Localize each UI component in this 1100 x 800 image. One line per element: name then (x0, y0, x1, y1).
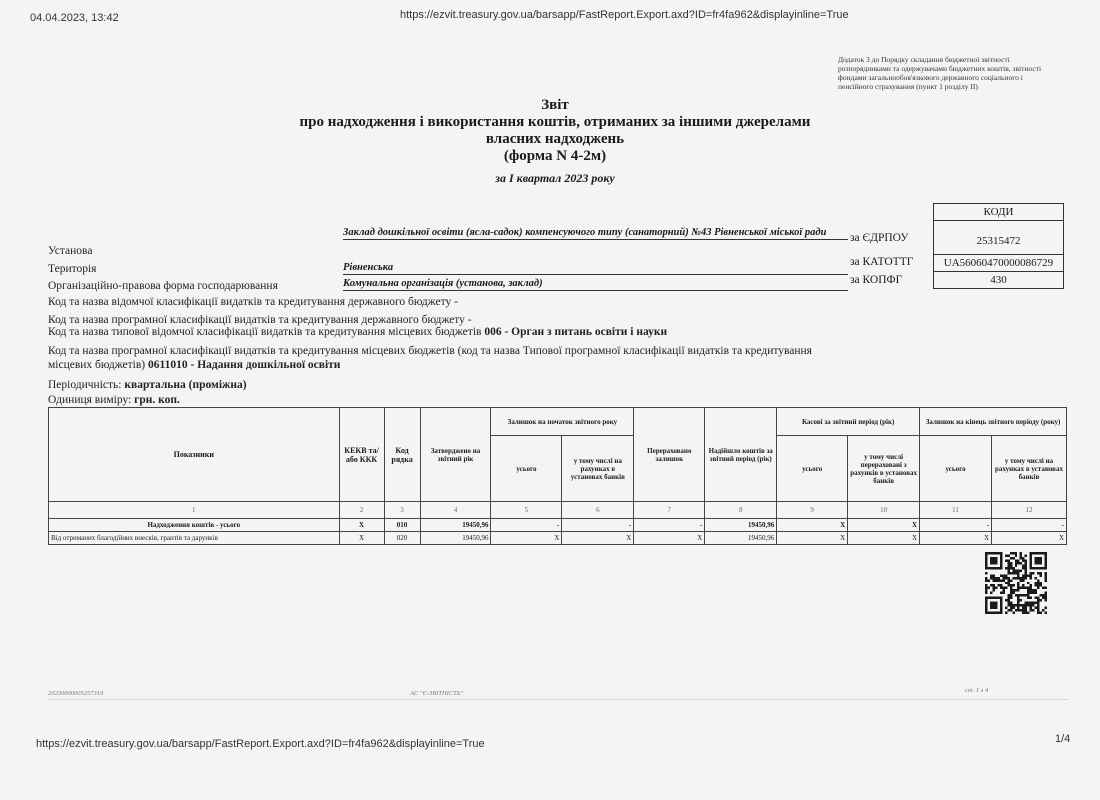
codes-header: КОДИ (933, 203, 1064, 221)
periodicity: Періодичність: квартальна (проміжна) (48, 379, 247, 391)
unit-of-measure: Одиниця виміру: грн. коп. (48, 394, 180, 406)
footer-system: АС "Є-ЗВІТНІСТЬ" (410, 690, 464, 697)
print-page-number: 1/4 (1055, 733, 1071, 745)
col-num: 6 (562, 502, 634, 519)
kopfg-label: за КОПФГ (850, 274, 903, 286)
header-approved: Затверджено на звітний рік (420, 408, 491, 502)
footer-divider (48, 699, 1067, 700)
qr-code (985, 552, 1047, 614)
header-c6-bank: у тому числі на рахунках в установах банків (562, 436, 634, 502)
legal-form-value: Комунальна організація (установа, заклад) (343, 277, 848, 291)
col-num: 2 (339, 502, 384, 519)
typical-dept-classification: Код та назва типової відомчої класифікації видатків та кредитування місцевих бюджетів 006 - Орган з питань освіти і науки (48, 326, 668, 338)
header-c11-total: усього (920, 436, 992, 502)
header-open-balance: Залишок на початок звітного року (491, 408, 634, 436)
institution-label: Установа (48, 245, 93, 257)
table-row: Надходження коштів - усього X 010 19450,96 - - - 19450,96 X X - - (49, 519, 1067, 532)
katottg-code: UA56060470000086729 (933, 255, 1064, 272)
header-c5-total: усього (491, 436, 562, 502)
footer-doc-id: 20230000005257319 (48, 690, 104, 697)
col-num: 5 (491, 502, 562, 519)
table-header-row-1 (49, 408, 1067, 436)
header-code: Код рядка (384, 408, 420, 502)
col-num: 9 (777, 502, 848, 519)
header-received: Надійшло коштів за звітний період (рік) (705, 408, 777, 502)
katottg-label: за КАТОТТГ (850, 256, 914, 268)
header-kekv: КЕКВ та/або ККК (339, 408, 384, 502)
print-footer-url: https://ezvit.treasury.gov.ua/barsapp/FastReport.Export.axd?ID=fr4fa962&displayinline=True (36, 738, 485, 750)
col-num: 1 (49, 502, 340, 519)
header-close-balance: Залишок на кінець звітного періоду (року) (920, 408, 1067, 436)
col-num: 8 (705, 502, 777, 519)
footer-page-of: ст. 1 з 4 (965, 687, 989, 694)
col-num: 10 (848, 502, 920, 519)
report-period: за I квартал 2023 року (495, 171, 615, 185)
header-indicators: Показники (49, 408, 340, 502)
edrpou-code: 25315472 (933, 221, 1064, 255)
program-classification: Код та назва програмної класифікації видатків та кредитування державного бюджету - (48, 314, 472, 326)
kopfg-code: 430 (933, 272, 1064, 289)
territory-value: Рівненська (343, 261, 848, 275)
col-num: 4 (420, 502, 491, 519)
header-c12-bank: у тому числі на рахунках в установах банків (992, 436, 1067, 502)
header-c10-accounts: у тому числі перераховані з рахунків в установах банків (848, 436, 920, 502)
table-row: Від отриманих благодійних внесків, грантів та дарунків X 020 19450,96 X X X 19450,96 X X X X (49, 532, 1067, 545)
codes-box (933, 203, 1064, 289)
annex-note: Додаток 3 до Порядку складання бюджетної звітності розпорядниками та одержувачами бюджетних коштів, звітності фондами загальнообов'язкового державного соціального і пенсійного страхування (пункт 1 розділу ІІ) (838, 55, 1042, 91)
print-url: https://ezvit.treasury.gov.ua/barsapp/FastReport.Export.axd?ID=fr4fa962&displayinline=True (400, 9, 849, 21)
col-num: 12 (992, 502, 1067, 519)
program-local-classification: Код та назва програмної класифікації видатків та кредитування місцевих бюджетів (код та назва Типової програмної класифікації видатків та кредитування місцевих бюджетів) 0611010 - Надання дошкільної освіти (48, 345, 812, 371)
col-num: 11 (920, 502, 992, 519)
col-num: 7 (634, 502, 705, 519)
edrpou-label: за ЄДРПОУ (850, 232, 909, 244)
column-numbers-row (49, 502, 1067, 519)
territory-label: Територія (48, 263, 97, 275)
dept-classification: Код та назва відомчої класифікації видатків та кредитування державного бюджету - (48, 296, 458, 308)
report-title: Звіт про надходження і використання коштів, отриманих за іншими джерелами власних надходжень (форма N 4-2м) за I квартал 2023 року (250, 97, 860, 186)
legal-form-label: Організаційно-правова форма господарювання (48, 280, 278, 292)
header-transferred: Перераховано залишок (634, 408, 705, 502)
header-c9-total: усього (777, 436, 848, 502)
header-cash: Касові за звітний період (рік) (777, 408, 920, 436)
report-table (48, 407, 1067, 545)
institution-value: Заклад дошкільної освіти (ясла-садок) компенсуючого типу (санаторний) №43 Рівненської міської ради (343, 226, 848, 240)
col-num: 3 (384, 502, 420, 519)
print-timestamp: 04.04.2023, 13:42 (30, 12, 119, 24)
